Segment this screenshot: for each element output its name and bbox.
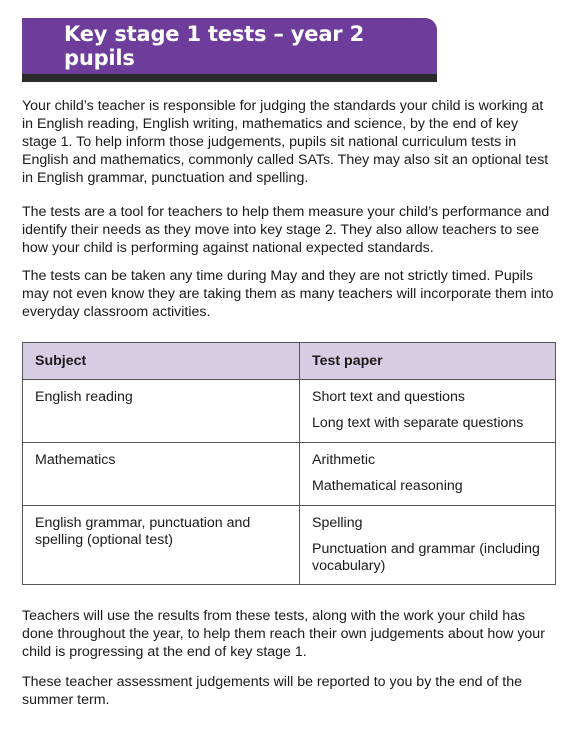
test-paper-item: Long text with separate questions <box>312 415 524 431</box>
test-paper-cell <box>300 380 556 443</box>
subject-cell: English grammar, punctuation and spelling (optional test) <box>23 506 300 585</box>
table-row <box>23 443 556 506</box>
reporting-paragraph: These teacher assessment judgements will be reported to you by the end of the summer term. <box>22 674 523 708</box>
title-rule <box>22 74 437 82</box>
page-title: Key stage 1 tests – year 2 pupils <box>64 22 364 70</box>
test-paper-item: Punctuation and grammar (including vocabulary) <box>312 541 540 574</box>
test-paper-item: Spelling <box>312 515 363 531</box>
subject-cell: English reading <box>23 380 300 443</box>
test-paper-cell <box>300 506 556 585</box>
title-banner <box>22 18 437 74</box>
test-paper-item: Short text and questions <box>312 389 466 405</box>
timing-paragraph: The tests can be taken any time during May and they are not strictly timed. Pupils may not even know they are taking them as many teachers will incorporate them into everyday classroom activities. <box>22 268 554 320</box>
header-subject: Subject <box>23 343 300 380</box>
table-row <box>23 380 556 443</box>
subject-cell: Mathematics <box>23 443 300 506</box>
table-header-row <box>23 343 556 380</box>
tests-table <box>22 342 556 585</box>
purpose-paragraph: The tests are a tool for teachers to help them measure your child’s performance and identify their needs as they move into key stage 2. They also allow teachers to see how your child is performing against national expected standards. <box>22 204 550 256</box>
table-row <box>23 506 556 585</box>
intro-paragraph: Your child’s teacher is responsible for judging the standards your child is working at in English reading, English writing, mathematics and science, by the end of key stage 1. To help inform those judgements, pupils sit national curriculum tests in English and mathematics, commonly called SATs. They may also sit an optional test in English grammar, punctuation and spelling. <box>22 98 549 186</box>
test-paper-item: Arithmetic <box>312 452 376 468</box>
test-paper-item: Mathematical reasoning <box>312 478 463 494</box>
test-paper-cell <box>300 443 556 506</box>
results-paragraph: Teachers will use the results from these tests, along with the work your child has done throughout the year, to help them reach their own judgements about how your child is progressing at the end of key stage 1. <box>22 608 545 660</box>
header-test-paper: Test paper <box>300 343 556 380</box>
